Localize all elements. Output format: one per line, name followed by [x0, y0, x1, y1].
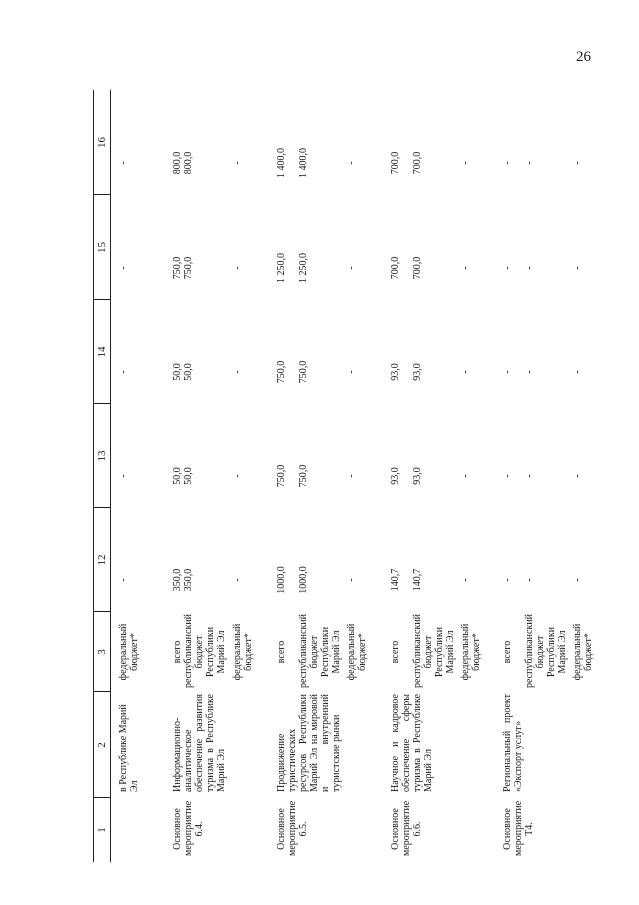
row-code: Основное мероприятие 6.4. [172, 800, 205, 856]
value-cell: 93,0 [390, 363, 401, 381]
value-cell: - [232, 161, 243, 165]
value-cell: - [118, 578, 129, 582]
value-cell: 750,0 [298, 464, 309, 488]
value-cell: - [460, 474, 471, 478]
header-divider [94, 611, 110, 612]
value-cell: 1 250,0 [298, 253, 309, 283]
source-federal: федеральный бюджет* [118, 623, 140, 681]
row-title: Продвижение туристических ресурсов Республики Марий Эл на мировой и внутренний туристские рынки [276, 694, 342, 792]
source-republican: республиканский бюджет Республики Марий Эл [524, 613, 568, 688]
source-republican: республиканский бюджет Республики Марий Эл [183, 613, 227, 688]
value-cell: 93,0 [412, 363, 423, 381]
value-cell: - [460, 578, 471, 582]
value-cell: - [232, 474, 243, 478]
header-col-3: 3 [96, 649, 108, 655]
value-cell: 700,0 [390, 256, 401, 280]
value-cell: 140,7 [412, 568, 423, 592]
header-col-16: 16 [96, 137, 108, 148]
value-cell: - [524, 370, 535, 374]
header-divider [94, 507, 110, 508]
value-cell: - [460, 161, 471, 165]
value-cell: - [346, 370, 357, 374]
value-cell: - [502, 370, 513, 374]
source-republican: республиканский бюджет Республики Марий Эл [412, 613, 456, 688]
table-row-6-6 [390, 90, 498, 862]
header-col-15: 15 [96, 242, 108, 253]
value-cell: - [572, 474, 583, 478]
value-cell: 750,0 [276, 360, 287, 384]
value-cell: 1 250,0 [276, 253, 287, 283]
header-divider [94, 299, 110, 300]
value-cell: 700,0 [390, 151, 401, 175]
value-cell: - [232, 578, 243, 582]
table-header [94, 90, 111, 862]
value-cell: - [502, 266, 513, 270]
row-code: Основное мероприятие 6.6. [390, 800, 423, 856]
value-cell: - [524, 474, 535, 478]
header-col-13: 13 [96, 450, 108, 462]
value-cell: 1000,0 [276, 566, 287, 594]
value-cell: 93,0 [390, 467, 401, 485]
value-cell: - [118, 474, 129, 478]
source-total: всего [502, 640, 513, 664]
value-cell: 50,0 [183, 363, 194, 381]
value-cell: - [232, 370, 243, 374]
value-cell: 1000,0 [298, 566, 309, 594]
source-federal: федеральный бюджет* [572, 623, 594, 681]
value-cell: - [502, 578, 513, 582]
value-cell: - [524, 578, 535, 582]
value-cell: 800,0 [172, 151, 183, 175]
header-divider [94, 691, 110, 692]
header-divider [94, 797, 110, 798]
funding-table [93, 90, 612, 862]
row-title: Научное и кадровое обеспечение сферы туризма в Республике Марий Эл [390, 694, 434, 792]
row-code: Основное мероприятие 6.5. [276, 800, 309, 856]
table-row-6-5 [276, 90, 386, 862]
table-row-continuation [118, 90, 168, 862]
value-cell: - [524, 161, 535, 165]
value-cell: - [524, 266, 535, 270]
value-cell: - [346, 266, 357, 270]
header-col-2: 2 [96, 742, 108, 748]
value-cell: - [346, 578, 357, 582]
value-cell: 750,0 [183, 256, 194, 280]
source-republican: республиканский бюджет Республики Марий Эл [298, 613, 342, 688]
value-cell: 50,0 [172, 467, 183, 485]
value-cell: 93,0 [412, 467, 423, 485]
value-cell: - [572, 266, 583, 270]
value-cell: - [572, 578, 583, 582]
value-cell: - [118, 161, 129, 165]
value-cell: 140,7 [390, 568, 401, 592]
value-cell: 1 400,0 [276, 148, 287, 178]
value-cell: 50,0 [172, 363, 183, 381]
header-col-1: 1 [96, 827, 108, 833]
source-total: всего [172, 640, 183, 664]
header-col-14: 14 [96, 346, 108, 358]
table-row-6-4 [172, 90, 272, 862]
source-total: всего [390, 640, 401, 664]
row-title: в Республике Марий Эл [118, 704, 140, 792]
header-divider [94, 194, 110, 195]
page-number: 26 [576, 49, 591, 65]
value-cell: 1 400,0 [298, 148, 309, 178]
source-federal: федеральный бюджет* [460, 623, 482, 681]
value-cell: - [346, 474, 357, 478]
table-row-t4 [502, 90, 610, 862]
value-cell: - [118, 370, 129, 374]
value-cell: - [346, 161, 357, 165]
source-total: всего [276, 640, 287, 664]
value-cell: 700,0 [412, 151, 423, 175]
value-cell: - [502, 161, 513, 165]
value-cell: 700,0 [412, 256, 423, 280]
value-cell: - [118, 266, 129, 270]
source-federal: федеральный бюджет* [232, 623, 254, 681]
row-code: Основное мероприятие Т4. [502, 800, 535, 856]
value-cell: 750,0 [298, 360, 309, 384]
value-cell: - [572, 370, 583, 374]
header-divider [94, 403, 110, 404]
row-title: Региональный проект «Экспорт услуг» [502, 694, 524, 792]
value-cell: - [572, 161, 583, 165]
value-cell: 750,0 [276, 464, 287, 488]
value-cell: 350,0 [172, 568, 183, 592]
source-federal: федеральный бюджет* [346, 623, 368, 681]
value-cell: 800,0 [183, 151, 194, 175]
value-cell: 50,0 [183, 467, 194, 485]
row-title: Информационно-аналитическое обеспечение развития туризма в Республике Марий Эл [172, 694, 227, 792]
value-cell: - [460, 266, 471, 270]
value-cell: - [502, 474, 513, 478]
value-cell: - [232, 266, 243, 270]
value-cell: - [460, 370, 471, 374]
rotated-table-frame [93, 90, 611, 862]
header-col-12: 12 [96, 554, 108, 566]
value-cell: 350,0 [183, 568, 194, 592]
value-cell: 750,0 [172, 256, 183, 280]
